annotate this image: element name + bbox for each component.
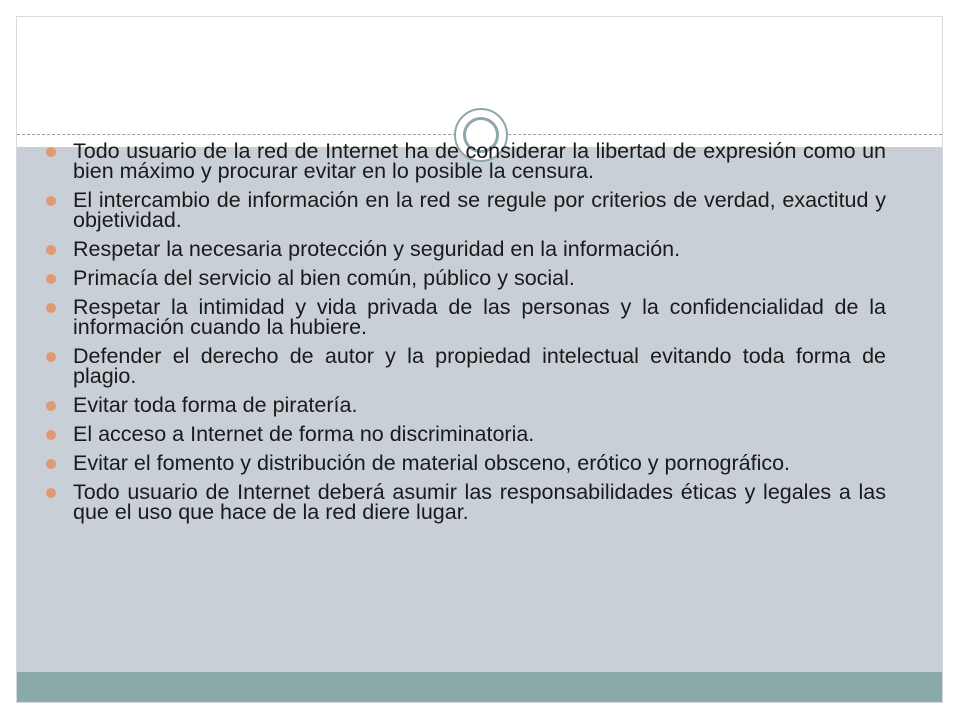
bullet-icon [46,303,56,313]
list-item [40,268,886,288]
bullet-icon [46,274,56,284]
list-item [40,239,886,259]
bullet-text: Evitar toda forma de piratería. [73,393,358,417]
bullet-text: Todo usuario de la red de Internet ha de considerar la libertad de expresión como un bien máximo y procurar evitar en lo posible la censura. [73,139,886,183]
bullet-text: El intercambio de información en la red se regule por criterios de verdad, exactitud y objetividad. [73,188,886,232]
list-item [40,453,886,473]
bullet-text: Primacía del servicio al bien común, público y social. [73,266,575,290]
list-item [40,482,886,522]
bullet-text: Defender el derecho de autor y la propiedad intelectual evitando toda forma de plagio. [73,344,886,388]
bullet-text: Respetar la intimidad y vida privada de las personas y la confidencialidad de la información cuando la hubiere. [73,295,886,339]
list-item [40,190,886,230]
bullet-text: Evitar el fomento y distribución de material obsceno, erótico y pornográfico. [73,451,791,475]
list-item [40,297,886,337]
bullet-icon [46,488,56,498]
list-item [40,346,886,386]
bullet-text: El acceso a Internet de forma no discriminatoria. [73,422,535,446]
bullet-icon [46,147,56,157]
bullet-list [40,141,886,531]
bullet-icon [46,352,56,362]
bullet-icon [46,196,56,206]
bullet-icon [46,459,56,469]
footer-band [17,672,942,703]
bullet-icon [46,430,56,440]
list-item [40,141,886,181]
list-item [40,424,886,444]
bullet-text: Todo usuario de Internet deberá asumir las responsabilidades éticas y legales a las que el uso que hace de la red diere lugar. [73,480,886,524]
bullet-icon [46,245,56,255]
list-item [40,395,886,415]
bullet-icon [46,401,56,411]
bullet-text: Respetar la necesaria protección y seguridad en la información. [73,237,681,261]
